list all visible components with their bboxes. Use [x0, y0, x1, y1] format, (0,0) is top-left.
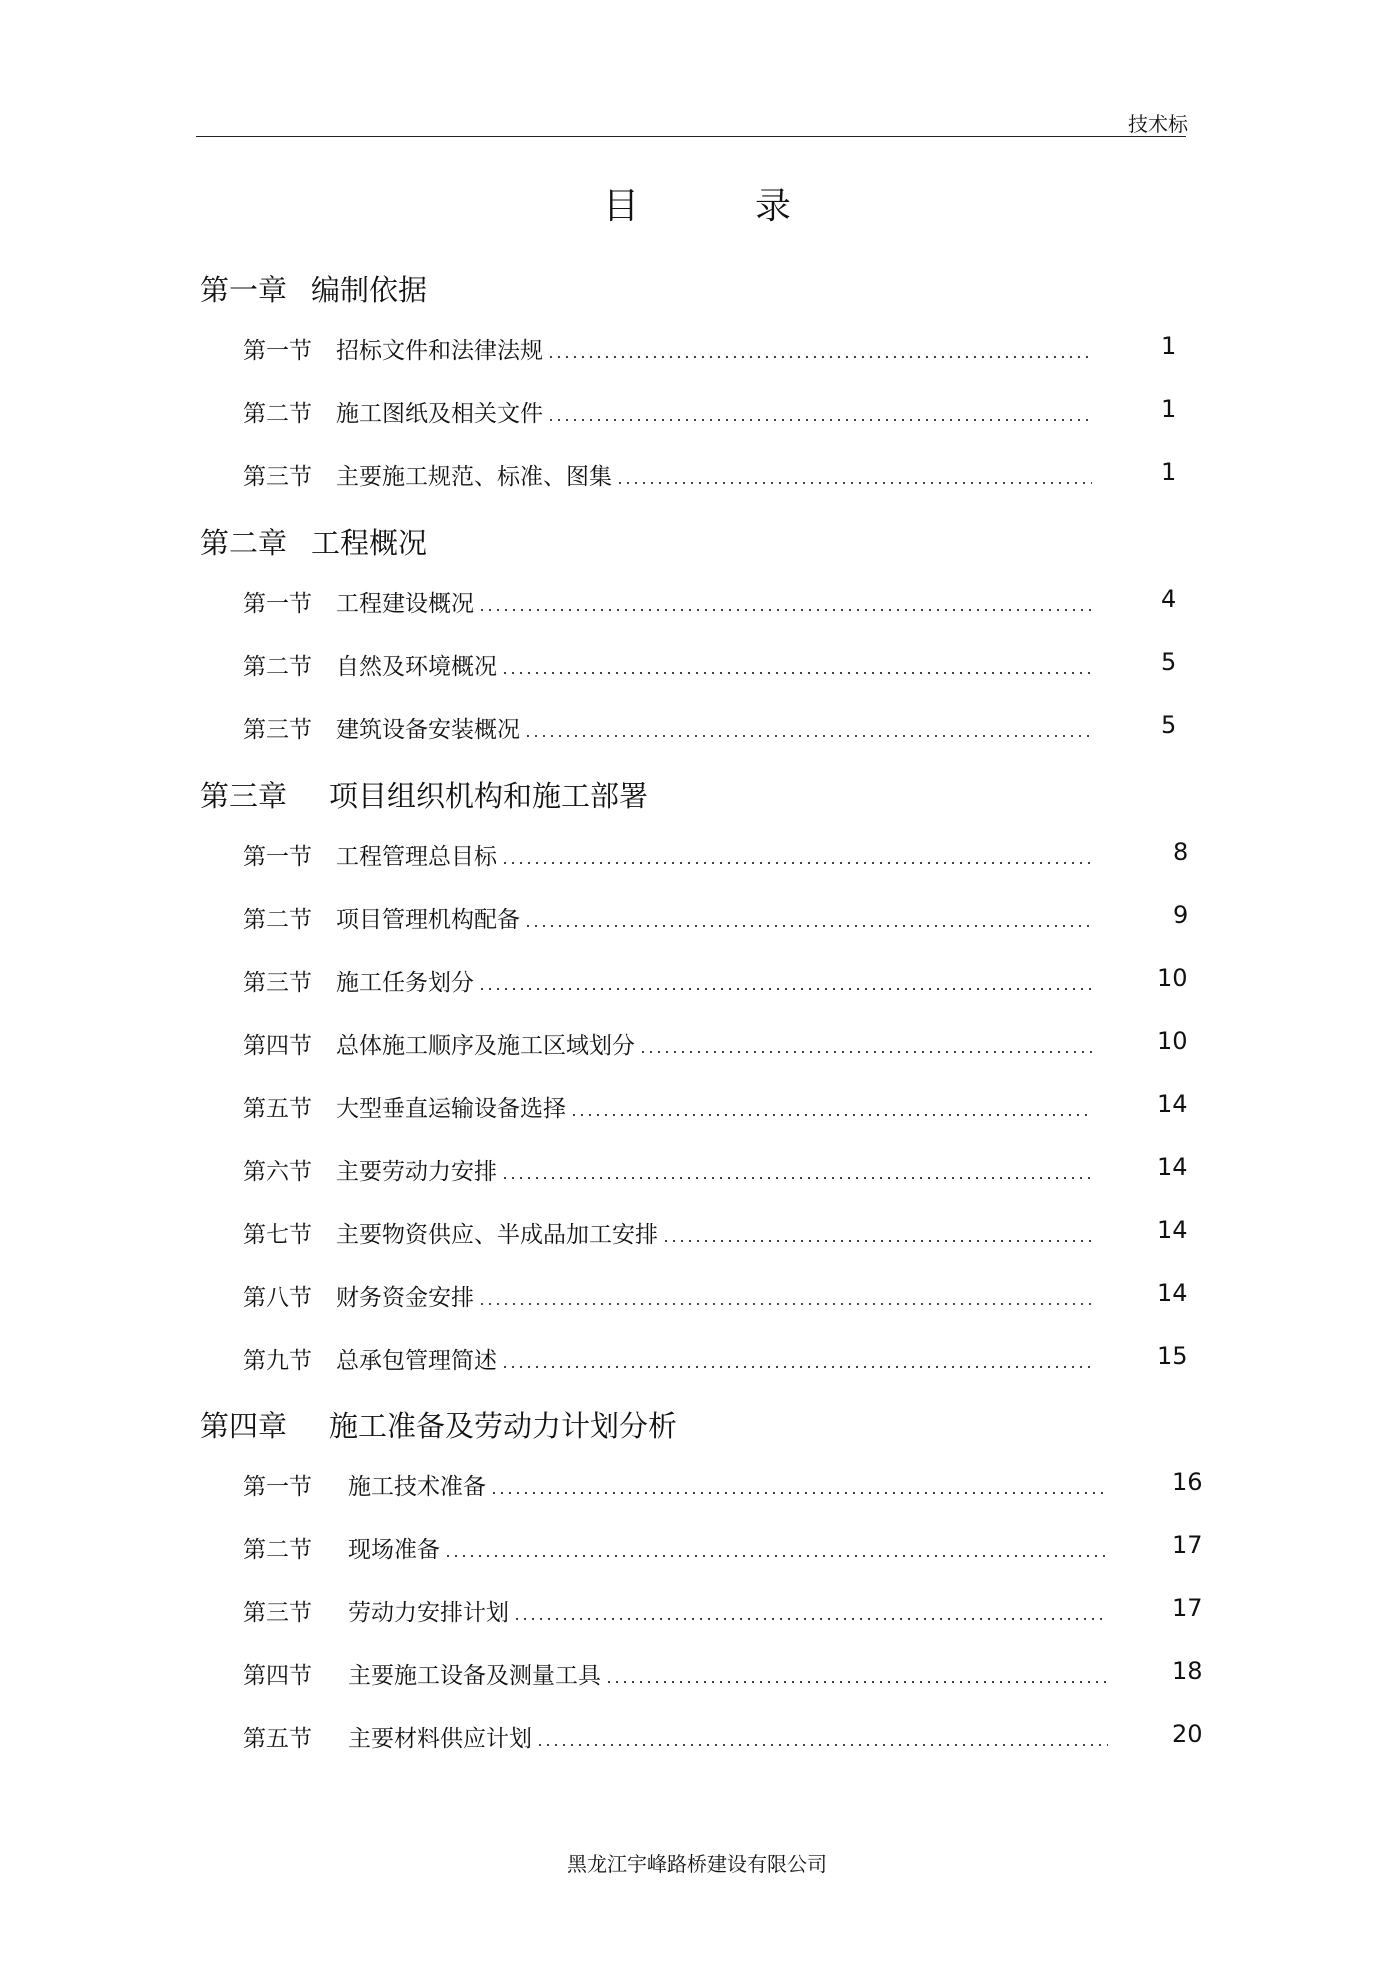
page-number: 14 [1157, 1090, 1188, 1118]
chapter-number: 第四章 [200, 1409, 288, 1443]
toc-entry[interactable] [243, 395, 1177, 428]
chapter-number: 第一章 [200, 273, 288, 307]
section-title: 主要施工规范、标准、图集 [336, 464, 612, 490]
section-title: 施工图纸及相关文件 [336, 401, 543, 427]
section-number: 第一节 [243, 338, 312, 364]
chapter-title: 项目组织机构和施工部署 [329, 779, 649, 813]
page-number: 14 [1157, 1279, 1188, 1307]
toc-entry[interactable] [243, 1594, 1203, 1627]
section-number: 第二节 [243, 1537, 312, 1563]
dot-leader [478, 988, 1092, 990]
dot-leader [547, 419, 1092, 421]
page-number: 10 [1157, 964, 1188, 992]
chapter-title: 编制依据 [311, 273, 428, 307]
section-number: 第一节 [243, 844, 312, 870]
toc-entry[interactable] [243, 585, 1177, 618]
dot-leader [444, 1555, 1108, 1557]
page-number: 4 [1161, 585, 1177, 613]
section-number: 第五节 [243, 1726, 312, 1752]
section-title: 工程管理总目标 [336, 844, 497, 870]
section-number: 第三节 [243, 464, 312, 490]
dot-leader [490, 1492, 1108, 1494]
section-number: 第二节 [243, 907, 312, 933]
section-title: 财务资金安排 [336, 1285, 474, 1311]
toc-entry[interactable] [243, 1216, 1188, 1249]
section-number: 第九节 [243, 1348, 312, 1374]
section-number: 第三节 [243, 717, 312, 743]
page-number: 14 [1157, 1153, 1188, 1181]
chapter-number: 第二章 [200, 526, 288, 560]
page-number: 17 [1172, 1531, 1203, 1559]
page-number: 1 [1161, 458, 1177, 486]
dot-leader [547, 356, 1092, 358]
chapter-title: 施工准备及劳动力计划分析 [329, 1409, 678, 1443]
dot-leader [536, 1744, 1108, 1746]
page-number: 5 [1161, 648, 1177, 676]
section-number: 第四节 [243, 1663, 312, 1689]
section-number: 第八节 [243, 1285, 312, 1311]
page-number: 17 [1172, 1594, 1203, 1622]
toc-entry[interactable] [243, 1720, 1203, 1753]
chapter-heading [200, 1404, 677, 1445]
page-number: 5 [1161, 711, 1177, 739]
dot-leader [524, 735, 1092, 737]
toc-entry[interactable] [243, 711, 1177, 744]
footer-company: 黑龙江宇峰路桥建设有限公司 [567, 1852, 827, 1876]
section-number: 第五节 [243, 1096, 312, 1122]
section-title: 大型垂直运输设备选择 [336, 1096, 566, 1122]
toc-entry[interactable] [243, 1531, 1203, 1564]
section-title: 现场准备 [348, 1537, 440, 1563]
header-rule [196, 136, 1186, 137]
dot-leader [501, 1366, 1092, 1368]
section-title: 劳动力安排计划 [348, 1600, 509, 1626]
dot-leader [501, 862, 1092, 864]
section-title: 总体施工顺序及施工区域划分 [336, 1033, 635, 1059]
toc-entry[interactable] [243, 838, 1189, 871]
chapter-heading [200, 268, 427, 309]
section-title: 施工任务划分 [336, 970, 474, 996]
page-number: 1 [1161, 395, 1177, 423]
toc-entry[interactable] [243, 648, 1177, 681]
page-number: 9 [1173, 901, 1189, 929]
toc-title: 目 录 [602, 186, 831, 227]
section-title: 自然及环境概况 [336, 654, 497, 680]
page-number: 15 [1157, 1342, 1188, 1370]
dot-leader [605, 1681, 1108, 1683]
toc-entry[interactable] [243, 458, 1177, 491]
dot-leader [501, 1177, 1092, 1179]
section-title: 主要劳动力安排 [336, 1159, 497, 1185]
toc-entry[interactable] [243, 1090, 1188, 1123]
section-title: 工程建设概况 [336, 591, 474, 617]
toc-entry[interactable] [243, 1657, 1203, 1690]
chapter-number: 第三章 [200, 779, 288, 813]
dot-leader [662, 1240, 1092, 1242]
page-number: 16 [1172, 1468, 1203, 1496]
page-number: 20 [1172, 1720, 1203, 1748]
section-number: 第三节 [243, 970, 312, 996]
section-number: 第六节 [243, 1159, 312, 1185]
section-title: 建筑设备安装概况 [336, 717, 520, 743]
section-title: 项目管理机构配备 [336, 907, 520, 933]
page-number: 14 [1157, 1216, 1188, 1244]
dot-leader [616, 482, 1092, 484]
dot-leader [639, 1051, 1092, 1053]
section-title: 总承包管理简述 [336, 1348, 497, 1374]
dot-leader [570, 1114, 1092, 1116]
page-number: 1 [1161, 332, 1177, 360]
toc-entry[interactable] [243, 901, 1189, 934]
toc-entry[interactable] [243, 1342, 1188, 1375]
dot-leader [478, 1303, 1092, 1305]
section-title: 主要材料供应计划 [348, 1726, 532, 1752]
toc-entry[interactable] [243, 1027, 1188, 1060]
section-number: 第二节 [243, 654, 312, 680]
section-title: 主要物资供应、半成品加工安排 [336, 1222, 658, 1248]
dot-leader [524, 925, 1092, 927]
toc-entry[interactable] [243, 1153, 1188, 1186]
header-label: 技术标 [1128, 112, 1188, 136]
toc-entry[interactable] [243, 332, 1177, 365]
section-number: 第一节 [243, 1474, 312, 1500]
dot-leader [478, 609, 1092, 611]
section-number: 第七节 [243, 1222, 312, 1248]
chapter-heading [200, 774, 648, 815]
section-number: 第三节 [243, 1600, 312, 1626]
section-number: 第二节 [243, 401, 312, 427]
section-title: 主要施工设备及测量工具 [348, 1663, 601, 1689]
toc-entry[interactable] [243, 1279, 1188, 1312]
section-number: 第一节 [243, 591, 312, 617]
page-number: 18 [1172, 1657, 1203, 1685]
section-title: 施工技术准备 [348, 1474, 486, 1500]
dot-leader [513, 1618, 1108, 1620]
dot-leader [501, 672, 1092, 674]
section-title: 招标文件和法律法规 [336, 338, 543, 364]
page-number: 10 [1157, 1027, 1188, 1055]
chapter-title: 工程概况 [311, 526, 428, 560]
section-number: 第四节 [243, 1033, 312, 1059]
page-number: 8 [1173, 838, 1189, 866]
chapter-heading [200, 521, 427, 562]
toc-entry[interactable] [243, 964, 1188, 997]
toc-entry[interactable] [243, 1468, 1203, 1501]
